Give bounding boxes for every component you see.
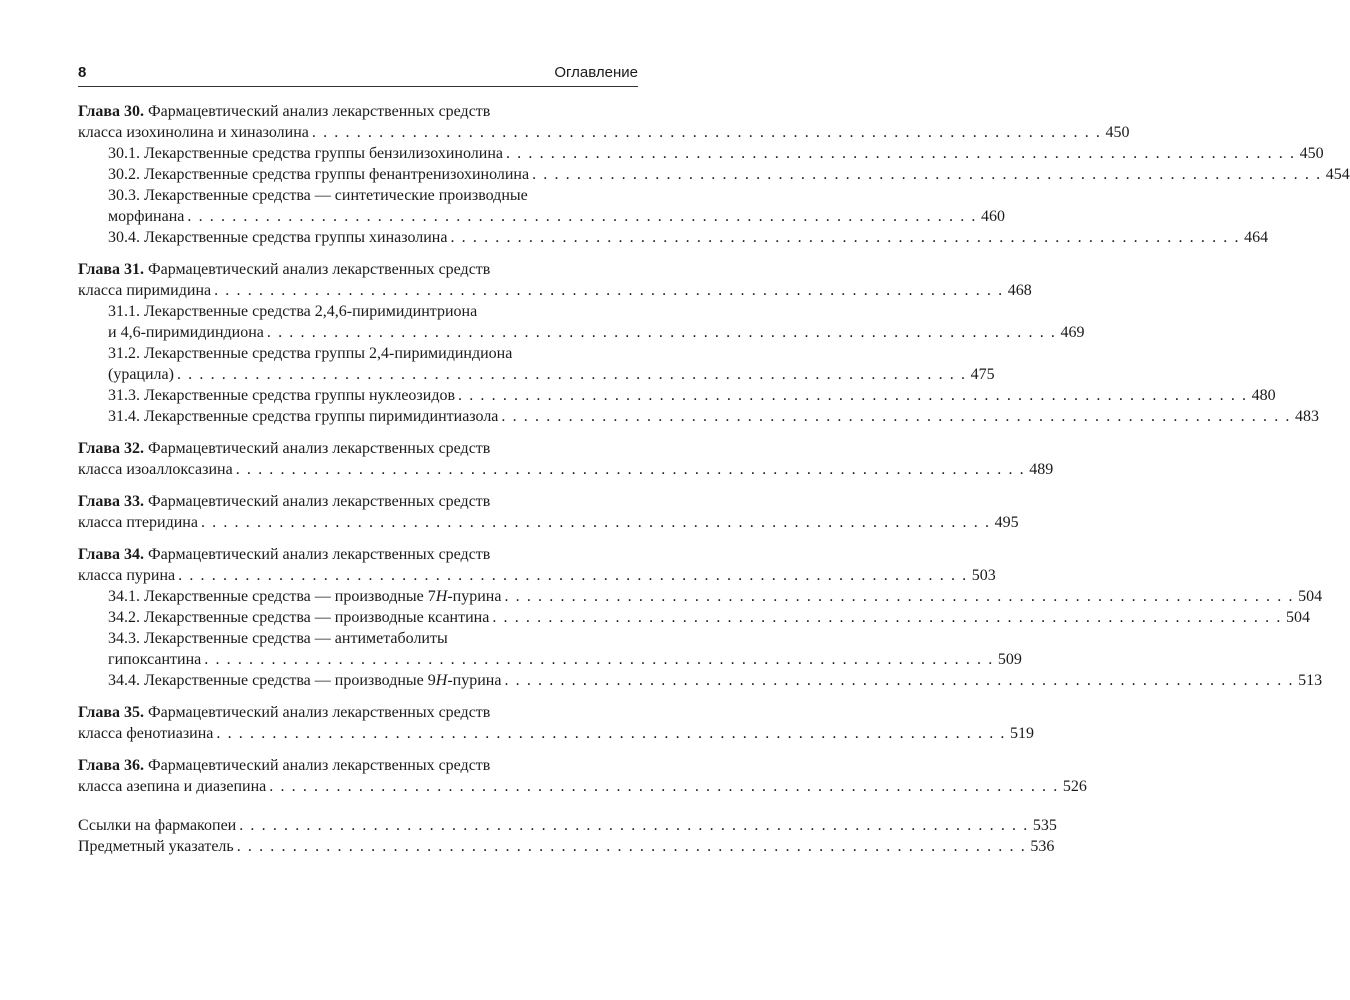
entry-title: класса пиримидина <box>78 282 212 299</box>
entry-title-part: 34.1. Лекарственные средства — производные 7 <box>108 588 436 605</box>
page-ref: 450 <box>1105 124 1130 141</box>
page-ref: 504 <box>1298 588 1323 605</box>
toc-entry-line[interactable] <box>78 628 637 649</box>
page-ref: 495 <box>994 514 1019 531</box>
entry-title: 30.1. Лекарственные средства группы бензилизохинолина <box>108 145 503 162</box>
italic-h: H <box>435 672 448 689</box>
chapter-heading[interactable] <box>78 438 637 459</box>
entry-title: 31.2. Лекарственные средства группы 2,4-пиримидиндиона <box>108 345 513 362</box>
leader-dots: . . . . . . . . . . . . . . . . . . . . . . . . . . . . . . . . . . . . . . . . . . . . . . . . . . . . . . . . . . . . . . . . . . . . . . . <box>269 778 1059 795</box>
toc-entry[interactable] <box>78 836 1055 857</box>
toc-entry[interactable] <box>78 227 1269 248</box>
entry-title: 31.1. Лекарственные средства 2,4,6-пиримидинтриона <box>108 303 478 320</box>
chapter-title: Фармацевтический анализ лекарственных средств <box>148 704 491 721</box>
toc-entry[interactable] <box>78 385 1276 406</box>
leader-dots: . . . . . . . . . . . . . . . . . . . . . . . . . . . . . . . . . . . . . . . . . . . . . . . . . . . . . . . . . . . . . . . . . . . . . . . <box>501 408 1292 425</box>
spacer <box>78 480 637 491</box>
toc-entry[interactable] <box>78 565 996 586</box>
toc-entry[interactable] <box>78 459 1054 480</box>
toc-entry[interactable] <box>78 586 1323 607</box>
entry-title: класса пурина <box>78 567 176 584</box>
spacer <box>78 533 637 544</box>
leader-dots: . . . . . . . . . . . . . . . . . . . . . . . . . . . . . . . . . . . . . . . . . . . . . . . . . . . . . . . . . . . . . . . . . . . . . . . <box>216 725 1006 742</box>
toc-entry[interactable] <box>78 280 1032 301</box>
leader-dots: . . . . . . . . . . . . . . . . . . . . . . . . . . . . . . . . . . . . . . . . . . . . . . . . . . . . . . . . . . . . . . . . . . . . . . . <box>505 145 1296 162</box>
leader-dots: . . . . . . . . . . . . . . . . . . . . . . . . . . . . . . . . . . . . . . . . . . . . . . . . . . . . . . . . . . . . . . . . . . . . . . . <box>504 672 1295 689</box>
leader-dots: . . . . . . . . . . . . . . . . . . . . . . . . . . . . . . . . . . . . . . . . . . . . . . . . . . . . . . . . . . . . . . . . . . . . . . . <box>236 838 1027 855</box>
page-ref: 469 <box>1060 324 1085 341</box>
page-ref: 475 <box>970 366 995 383</box>
leader-dots: . . . . . . . . . . . . . . . . . . . . . . . . . . . . . . . . . . . . . . . . . . . . . . . . . . . . . . . . . . . . . . . . . . . . . . . <box>235 461 1026 478</box>
spacer <box>78 797 637 815</box>
chapter-title: Фармацевтический анализ лекарственных средств <box>148 103 491 120</box>
leader-dots: . . . . . . . . . . . . . . . . . . . . . . . . . . . . . . . . . . . . . . . . . . . . . . . . . . . . . . . . . . . . . . . . . . . . . . . <box>176 366 967 383</box>
page-ref: 526 <box>1062 778 1087 795</box>
leader-dots: . . . . . . . . . . . . . . . . . . . . . . . . . . . . . . . . . . . . . . . . . . . . . . . . . . . . . . . . . . . . . . . . . . . . . . . <box>532 166 1322 183</box>
entry-title: морфинана <box>108 208 185 225</box>
leader-dots: . . . . . . . . . . . . . . . . . . . . . . . . . . . . . . . . . . . . . . . . . . . . . . . . . . . . . . . . . . . . . . . . . . . . . . . <box>504 588 1295 605</box>
toc-entry-line[interactable] <box>78 185 637 206</box>
page-ref: 513 <box>1298 672 1323 689</box>
entry-title-part: -пурина <box>447 588 502 605</box>
chapter-label: Глава 34. <box>78 546 144 563</box>
page-ref: 504 <box>1285 609 1310 626</box>
entry-title: гипоксантина <box>108 651 202 668</box>
page-ref: 460 <box>981 208 1005 225</box>
entry-title: 31.4. Лекарственные средства группы пиримидинтиазола <box>108 408 499 425</box>
chapter-title: Фармацевтический анализ лекарственных средств <box>148 440 491 457</box>
toc-entry[interactable] <box>78 512 1019 533</box>
leader-dots: . . . . . . . . . . . . . . . . . . . . . . . . . . . . . . . . . . . . . . . . . . . . . . . . . . . . . . . . . . . . . . . . . . . . . . . <box>214 282 1004 299</box>
toc-entry[interactable] <box>78 322 1085 343</box>
chapter-heading[interactable] <box>78 755 637 776</box>
chapter-heading[interactable] <box>78 702 637 723</box>
leader-dots: . . . . . . . . . . . . . . . . . . . . . . . . . . . . . . . . . . . . . . . . . . . . . . . . . . . . . . . . . . . . . . . . . . . . . . . <box>187 208 977 225</box>
toc-entry[interactable] <box>78 164 1350 185</box>
entry-title: (урацила) <box>108 366 174 383</box>
toc-entry[interactable] <box>78 143 1324 164</box>
chapter-label: Глава 32. <box>78 440 144 457</box>
entry-title: класса азепина и диазепина <box>78 778 267 795</box>
table-of-contents <box>78 101 1350 857</box>
leader-dots: . . . . . . . . . . . . . . . . . . . . . . . . . . . . . . . . . . . . . . . . . . . . . . . . . . . . . . . . . . . . . . . . . . . . . . . <box>239 817 1029 834</box>
page-ref: 450 <box>1299 145 1324 162</box>
spacer <box>78 691 637 702</box>
page-ref: 483 <box>1295 408 1320 425</box>
entry-title: класса фенотиазина <box>78 725 214 742</box>
page-ref: 468 <box>1007 282 1032 299</box>
page-ref: 519 <box>1010 725 1034 742</box>
entry-title: класса изоаллоксазина <box>78 461 233 478</box>
chapter-heading[interactable] <box>78 259 637 280</box>
toc-entry[interactable] <box>78 122 1130 143</box>
entry-title: класса изохинолина и хиназолина <box>78 124 309 141</box>
leader-dots: . . . . . . . . . . . . . . . . . . . . . . . . . . . . . . . . . . . . . . . . . . . . . . . . . . . . . . . . . . . . . . . . . . . . . . . <box>311 124 1102 141</box>
entry-title-part: 34.4. Лекарственные средства — производные 9 <box>108 672 436 689</box>
entry-title: 30.4. Лекарственные средства группы хиназолина <box>108 229 448 246</box>
toc-entry-line[interactable] <box>78 343 637 364</box>
spacer <box>78 248 637 259</box>
entry-title-part: -пурина <box>447 672 502 689</box>
italic-h: H <box>435 588 448 605</box>
running-head: Оглавление <box>554 64 638 81</box>
chapter-label: Глава 31. <box>78 261 144 278</box>
header-rule <box>78 86 638 87</box>
leader-dots: . . . . . . . . . . . . . . . . . . . . . . . . . . . . . . . . . . . . . . . . . . . . . . . . . . . . . . . . . . . . . . . . . . . . . . . <box>204 651 994 668</box>
page-ref: 480 <box>1251 387 1276 404</box>
leader-dots: . . . . . . . . . . . . . . . . . . . . . . . . . . . . . . . . . . . . . . . . . . . . . . . . . . . . . . . . . . . . . . . . . . . . . . . <box>492 609 1282 626</box>
toc-entry-line[interactable] <box>78 301 637 322</box>
toc-entry[interactable] <box>78 206 1005 227</box>
entry-title: 31.3. Лекарственные средства группы нуклеозидов <box>108 387 456 404</box>
spacer <box>78 744 637 755</box>
leader-dots: . . . . . . . . . . . . . . . . . . . . . . . . . . . . . . . . . . . . . . . . . . . . . . . . . . . . . . . . . . . . . . . . . . . . . . . <box>450 229 1241 246</box>
entry-title: и 4,6-пиримидиндиона <box>108 324 264 341</box>
page-ref: 489 <box>1029 461 1054 478</box>
page-header <box>78 62 638 84</box>
page-ref: 535 <box>1032 817 1057 834</box>
toc-entry[interactable] <box>78 364 995 385</box>
chapter-title: Фармацевтический анализ лекарственных средств <box>148 757 491 774</box>
page-ref: 536 <box>1030 838 1055 855</box>
toc-entry[interactable] <box>78 723 1034 744</box>
entry-title <box>108 586 504 607</box>
toc-entry[interactable] <box>78 607 1310 628</box>
entry-title <box>108 670 504 691</box>
chapter-title: Фармацевтический анализ лекарственных средств <box>148 261 491 278</box>
entry-title: 34.3. Лекарственные средства — антиметаболиты <box>108 630 448 647</box>
leader-dots: . . . . . . . . . . . . . . . . . . . . . . . . . . . . . . . . . . . . . . . . . . . . . . . . . . . . . . . . . . . . . . . . . . . . . . . <box>178 567 968 584</box>
spacer <box>78 427 637 438</box>
leader-dots: . . . . . . . . . . . . . . . . . . . . . . . . . . . . . . . . . . . . . . . . . . . . . . . . . . . . . . . . . . . . . . . . . . . . . . . <box>200 514 991 531</box>
page-number: 8 <box>78 64 87 81</box>
leader-dots: . . . . . . . . . . . . . . . . . . . . . . . . . . . . . . . . . . . . . . . . . . . . . . . . . . . . . . . . . . . . . . . . . . . . . . . <box>458 387 1248 404</box>
chapter-label: Глава 33. <box>78 493 144 510</box>
page-ref: 454 <box>1325 166 1350 183</box>
toc-entry[interactable] <box>78 776 1087 797</box>
chapter-label: Глава 35. <box>78 704 144 721</box>
entry-title: Ссылки на фармакопеи <box>78 817 237 834</box>
chapter-label: Глава 30. <box>78 103 144 120</box>
chapter-heading[interactable] <box>78 544 637 565</box>
chapter-label: Глава 36. <box>78 757 144 774</box>
toc-entry[interactable] <box>78 406 1320 427</box>
toc-entry[interactable] <box>78 815 1057 836</box>
entry-title: 34.2. Лекарственные средства — производные ксантина <box>108 609 490 626</box>
entry-title: 30.3. Лекарственные средства — синтетические производные <box>108 187 528 204</box>
chapter-title: Фармацевтический анализ лекарственных средств <box>148 493 491 510</box>
chapter-title: Фармацевтический анализ лекарственных средств <box>148 546 491 563</box>
page-ref: 509 <box>997 651 1022 668</box>
entry-title: класса птеридина <box>78 514 198 531</box>
toc-entry[interactable] <box>78 649 1022 670</box>
chapter-heading[interactable] <box>78 101 637 122</box>
page-ref: 503 <box>971 567 996 584</box>
toc-entry[interactable] <box>78 670 1323 691</box>
page-ref: 464 <box>1244 229 1269 246</box>
leader-dots: . . . . . . . . . . . . . . . . . . . . . . . . . . . . . . . . . . . . . . . . . . . . . . . . . . . . . . . . . . . . . . . . . . . . . . . <box>266 324 1057 341</box>
entry-title: Предметный указатель <box>78 838 234 855</box>
chapter-heading[interactable] <box>78 491 637 512</box>
entry-title: 30.2. Лекарственные средства группы фенантренизохинолина <box>108 166 530 183</box>
